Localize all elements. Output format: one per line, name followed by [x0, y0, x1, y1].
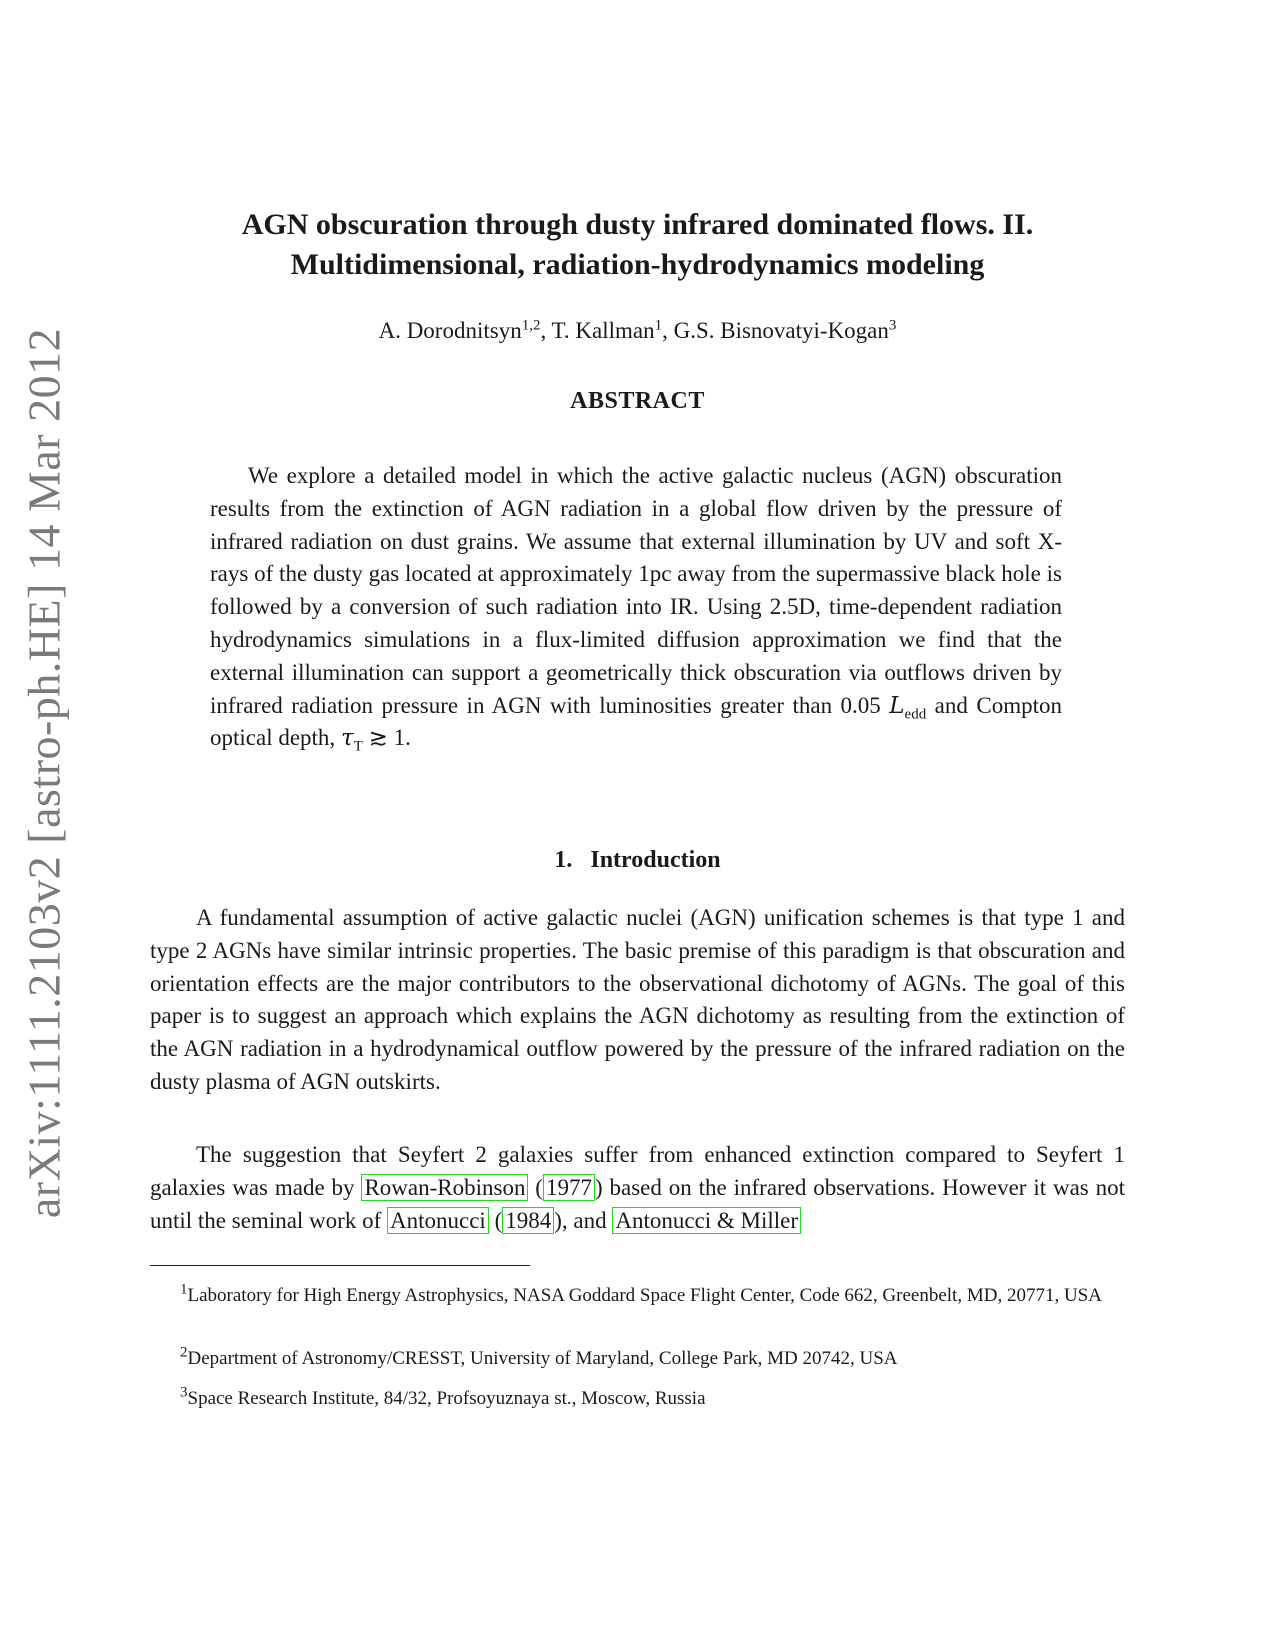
footnote-text: Laboratory for High Energy Astrophysics, NASA Goddard Space Flight Center, Code 662, Greenbelt, MD, 20771, USA: [187, 1285, 1102, 1306]
citation-link-rowan-robinson[interactable]: Rowan-Robinson: [361, 1174, 528, 1201]
footnote-mark: 1: [180, 1281, 188, 1298]
footnote-3: [150, 1385, 1125, 1412]
footnote-1: [150, 1282, 1125, 1309]
author-affiliation: 1,2: [521, 317, 541, 334]
footnote-mark: 2: [180, 1344, 188, 1361]
section-heading-introduction: [150, 847, 1125, 874]
author-name: G.S. Bisnovatyi-Kogan: [673, 318, 889, 343]
arxiv-sidebar: [14, 327, 74, 1218]
abstract-text-a: We explore a detailed model in which the active galactic nucleus (AGN) obscuration results from the extinction of AGN radiation in a global flow driven by the pressure of infrared radiation on dust grains. We assume that external illumination by UV and soft X-rays of the dusty gas located at approximately 1pc away from the supermassive black hole is followed by a conversion of such radiation into IR. Using 2.5D, time-dependent radiation hydrodynamics simulations in a flux-limited diffusion approximation we find that the external illumination can support a geometrically thick obscuration via outflows driven by infrared radiation pressure in AGN with luminosities greater than 0.05: [210, 463, 1062, 718]
intro-paragraph-1: A fundamental assumption of active galactic nuclei (AGN) unification schemes is that type 1 and type 2 AGNs have similar intrinsic properties. The basic premise of this paradigm is that obscuration and orientation effects are the major contributors to the observational dichotomy of AGNs. The goal of this paper is to suggest an approach which explains the AGN dichotomy as resulting from the extinction of the AGN radiation in a hydrodynamical outflow powered by the pressure of the infrared radiation on the dusty plasma of AGN outskirts.: [150, 905, 1125, 1094]
footnote-2: [150, 1345, 1125, 1372]
author-affiliation: 3: [888, 317, 897, 334]
abstract-text-b: and Compton optical depth,: [210, 692, 1062, 751]
tau-subscript: T: [353, 738, 363, 755]
footnote-mark: 3: [180, 1384, 188, 1401]
author-separator: ,: [662, 318, 674, 343]
abstract-text-c: ≳ 1.: [362, 725, 411, 751]
author-separator: ,: [540, 318, 552, 343]
para2-text-b: ) based on the infrared observations. However it was not until the seminal work of: [150, 1174, 1126, 1233]
citation-link-antonucci-miller[interactable]: Antonucci & Miller: [612, 1207, 801, 1234]
citation-link-antonucci[interactable]: Antonucci: [387, 1207, 489, 1234]
title-line-1: AGN obscuration through dusty infrared dominated flows. II.: [241, 208, 1034, 241]
paper-title: [150, 205, 1125, 285]
author-name: T. Kallman: [551, 318, 655, 343]
section-number: 1.: [554, 847, 573, 873]
footnote-text: Department of Astronomy/CRESST, University of Maryland, College Park, MD 20742, USA: [187, 1348, 898, 1369]
author-name: A. Dorodnitsyn: [378, 318, 522, 343]
section-title: Introduction: [590, 847, 721, 873]
abstract-text: [210, 460, 1062, 755]
para2-text-c: ), and: [554, 1207, 613, 1233]
tau-symbol: τ: [340, 725, 354, 752]
title-line-2: Multidimensional, radiation-hydrodynamics modeling: [290, 248, 985, 281]
arxiv-identifier: arXiv:1111.2103v2 [astro-ph.HE] 14 Mar 2012: [18, 327, 70, 1218]
author-list: [150, 318, 1125, 344]
footnote-divider: [150, 1265, 530, 1266]
luminosity-symbol: L: [889, 692, 905, 719]
citation-open-paren: (: [528, 1174, 543, 1200]
abstract-heading: ABSTRACT: [570, 388, 705, 414]
footnote-text: Space Research Institute, 84/32, Profsoyuznaya st., Moscow, Russia: [187, 1388, 706, 1409]
citation-open-paren: (: [488, 1207, 503, 1233]
citation-link-1984[interactable]: 1984: [502, 1207, 554, 1234]
citation-link-1977[interactable]: 1977: [543, 1174, 595, 1201]
author-affiliation: 1: [654, 317, 663, 334]
para2-text-a: The suggestion that Seyfert 2 galaxies suffer from enhanced extinction compared to Seyfert 1 galaxies was made by: [150, 1142, 1125, 1200]
intro-paragraph-2: [150, 1139, 1125, 1237]
luminosity-subscript: edd: [904, 706, 927, 723]
